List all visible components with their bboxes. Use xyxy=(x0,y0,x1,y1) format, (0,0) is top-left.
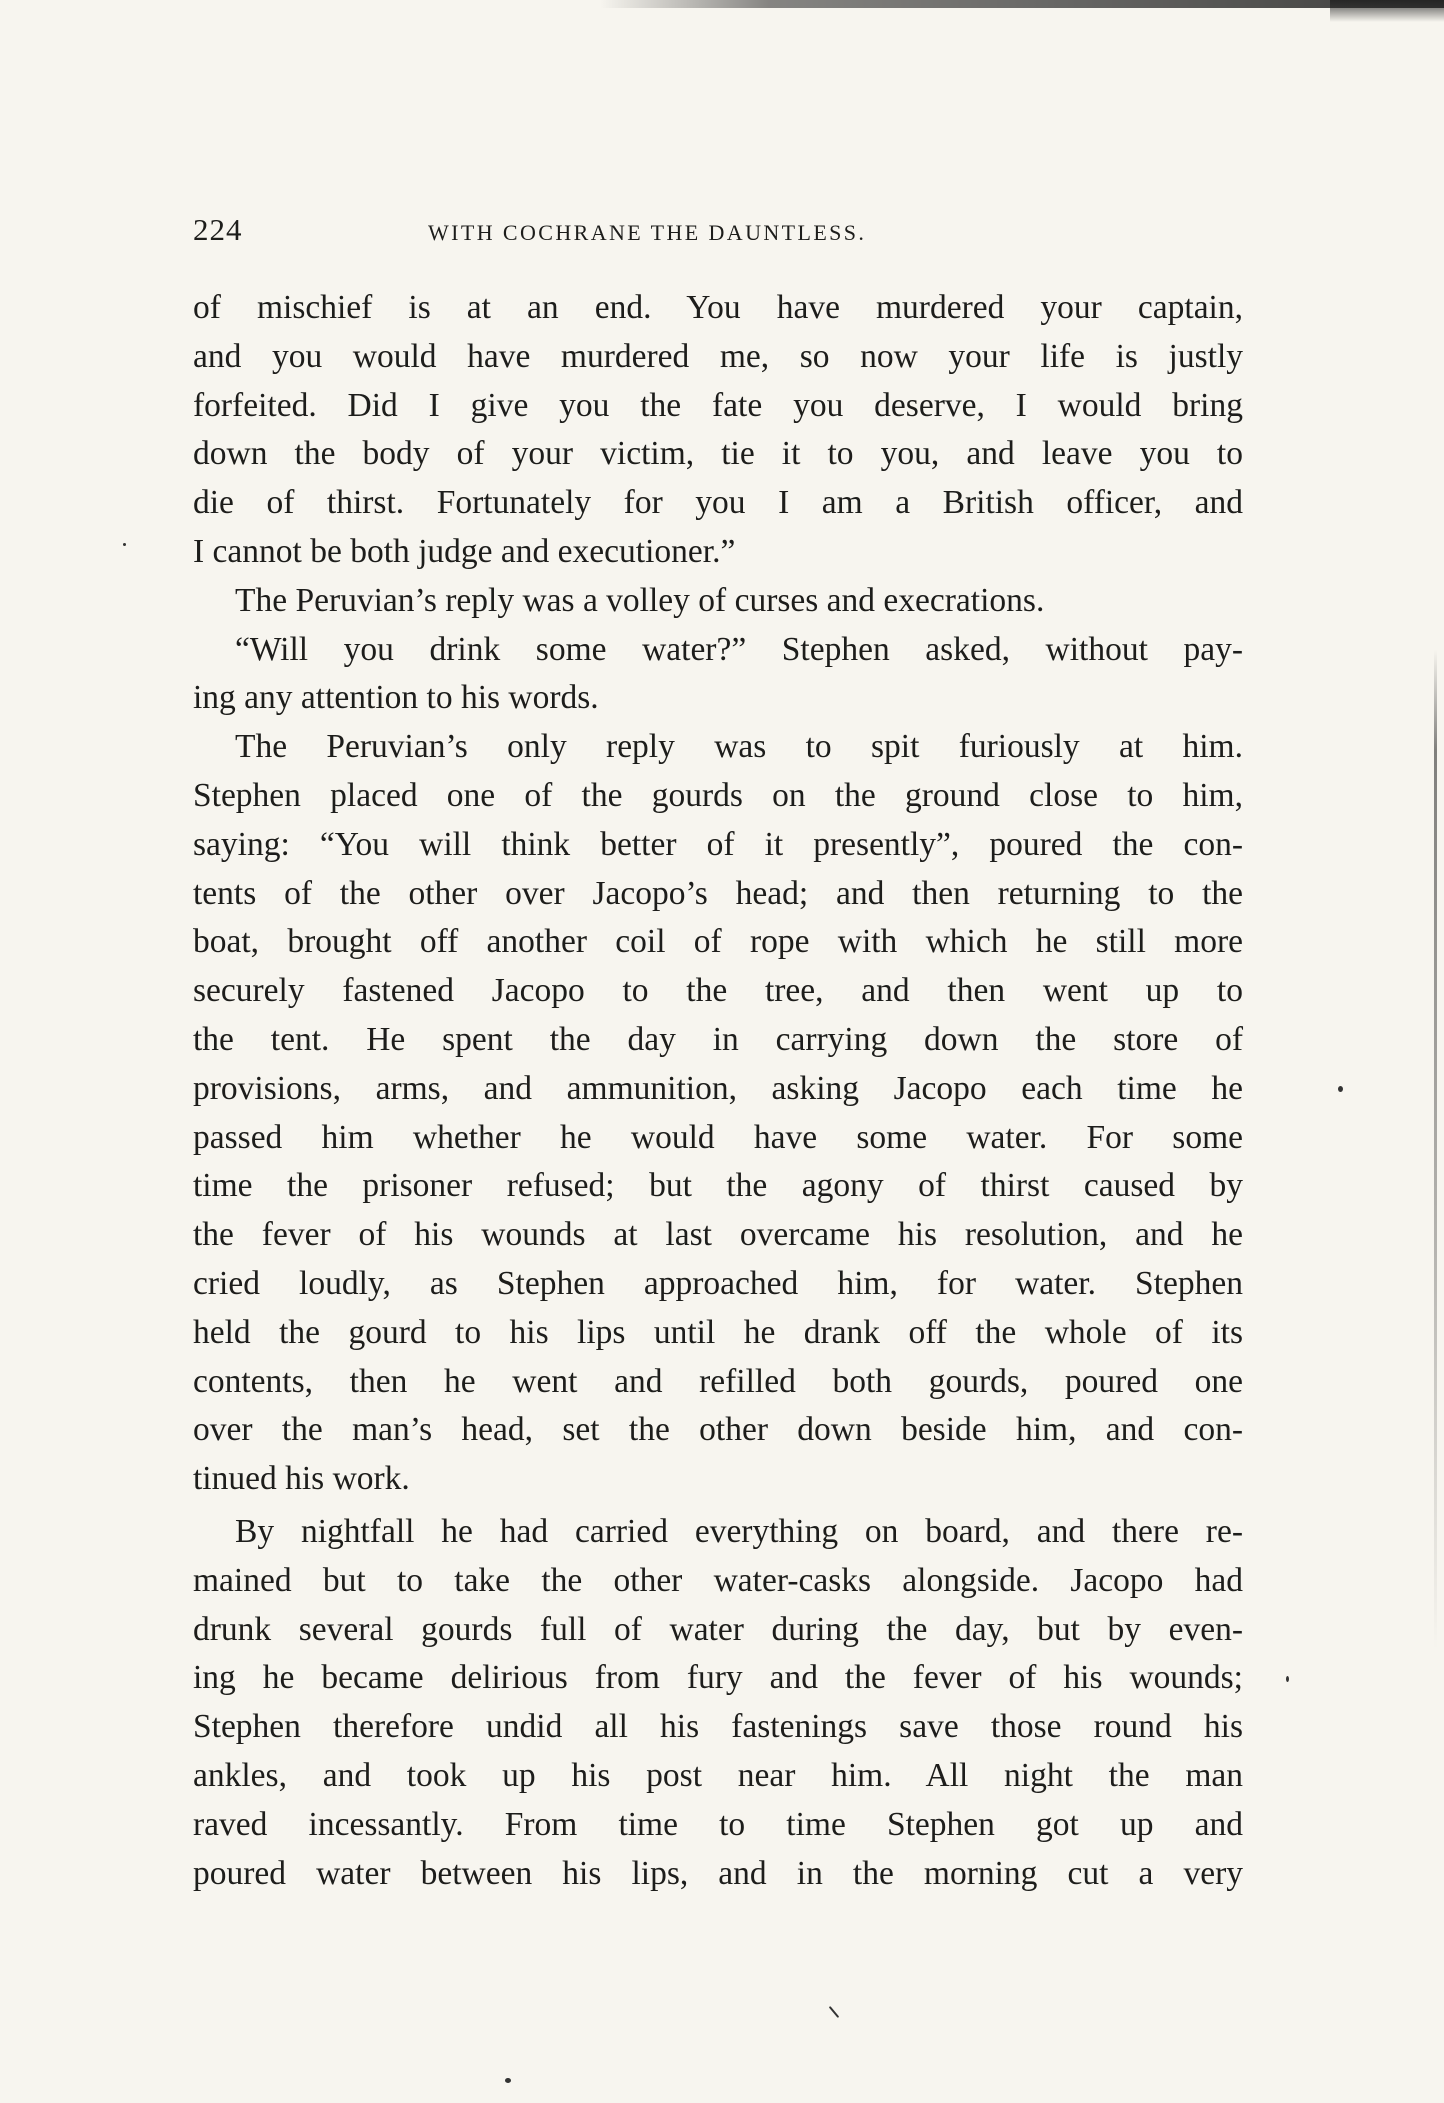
text-line: passed him whether he would have some water. For some xyxy=(193,1118,1243,1156)
page-number: 224 xyxy=(193,212,243,247)
text-line: cried loudly, as Stephen approached him, for water. Stephen xyxy=(193,1264,1243,1302)
scan-speck xyxy=(1338,1086,1343,1092)
text-line: down the body of your victim, tie it to you, and leave you to xyxy=(193,435,1243,473)
text-line: “Will you drink some water?” Stephen asked, without pay- xyxy=(235,630,1243,668)
scan-edge-corner xyxy=(1330,0,1444,22)
text-line: The Peruvian’s reply was a volley of curses and execrations. xyxy=(235,581,1045,619)
text-line: raved incessantly. From time to time Stephen got up and xyxy=(193,1805,1243,1843)
scan-edge-top xyxy=(600,0,1444,8)
scan-speck xyxy=(1286,1676,1289,1682)
text-line: over the man’s head, set the other down beside him, and con- xyxy=(193,1411,1243,1449)
page-header xyxy=(193,212,1243,252)
text-line: saying: “You will think better of it presently”, poured the con- xyxy=(193,825,1243,863)
text-line: Stephen placed one of the gourds on the ground close to him, xyxy=(193,776,1243,814)
text-line: provisions, arms, and ammunition, asking Jacopo each time he xyxy=(193,1069,1243,1107)
text-line: the tent. He spent the day in carrying down the store of xyxy=(193,1020,1243,1058)
scan-speck xyxy=(829,2006,840,2018)
text-line: held the gourd to his lips until he drank off the whole of its xyxy=(193,1313,1243,1351)
text-line: The Peruvian’s only reply was to spit furiously at him. xyxy=(235,728,1243,766)
text-line: ing any attention to his words. xyxy=(193,679,599,717)
text-line: and you would have murdered me, so now your life is justly xyxy=(193,337,1243,375)
scan-speck xyxy=(123,543,126,546)
text-line: forfeited. Did I give you the fate you deserve, I would bring xyxy=(193,386,1243,424)
text-line: ing he became delirious from fury and the fever of his wounds; xyxy=(193,1659,1243,1697)
text-line: securely fastened Jacopo to the tree, and then went up to xyxy=(193,972,1243,1010)
scan-speck xyxy=(505,2078,511,2083)
body-text xyxy=(193,284,1243,1898)
text-line: tinued his work. xyxy=(193,1460,410,1498)
text-line: By nightfall he had carried everything on board, and there re- xyxy=(235,1512,1243,1550)
text-line: drunk several gourds full of water during the day, but by even- xyxy=(193,1610,1243,1648)
text-line: time the prisoner refused; but the agony of thirst caused by xyxy=(193,1167,1243,1205)
text-line: I cannot be both judge and executioner.” xyxy=(193,532,736,570)
text-line: tents of the other over Jacopo’s head; and then returning to the xyxy=(193,874,1243,912)
text-line: contents, then he went and refilled both gourds, poured one xyxy=(193,1362,1243,1400)
text-line: the fever of his wounds at last overcame his resolution, and he xyxy=(193,1216,1243,1254)
running-head: WITH COCHRANE THE DAUNTLESS. xyxy=(428,220,867,245)
text-line: boat, brought off another coil of rope with which he still more xyxy=(193,923,1243,961)
text-line: poured water between his lips, and in the morning cut a very xyxy=(193,1854,1243,1892)
text-line: die of thirst. Fortunately for you I am a British officer, and xyxy=(193,484,1243,522)
text-line: of mischief is at an end. You have murdered your captain, xyxy=(193,289,1243,326)
scan-edge-right xyxy=(1434,650,1437,1650)
text-line: Stephen therefore undid all his fastenings save those round his xyxy=(193,1708,1243,1746)
text-line: mained but to take the other water-casks alongside. Jacopo had xyxy=(193,1561,1243,1599)
text-line: ankles, and took up his post near him. All night the man xyxy=(193,1756,1243,1794)
